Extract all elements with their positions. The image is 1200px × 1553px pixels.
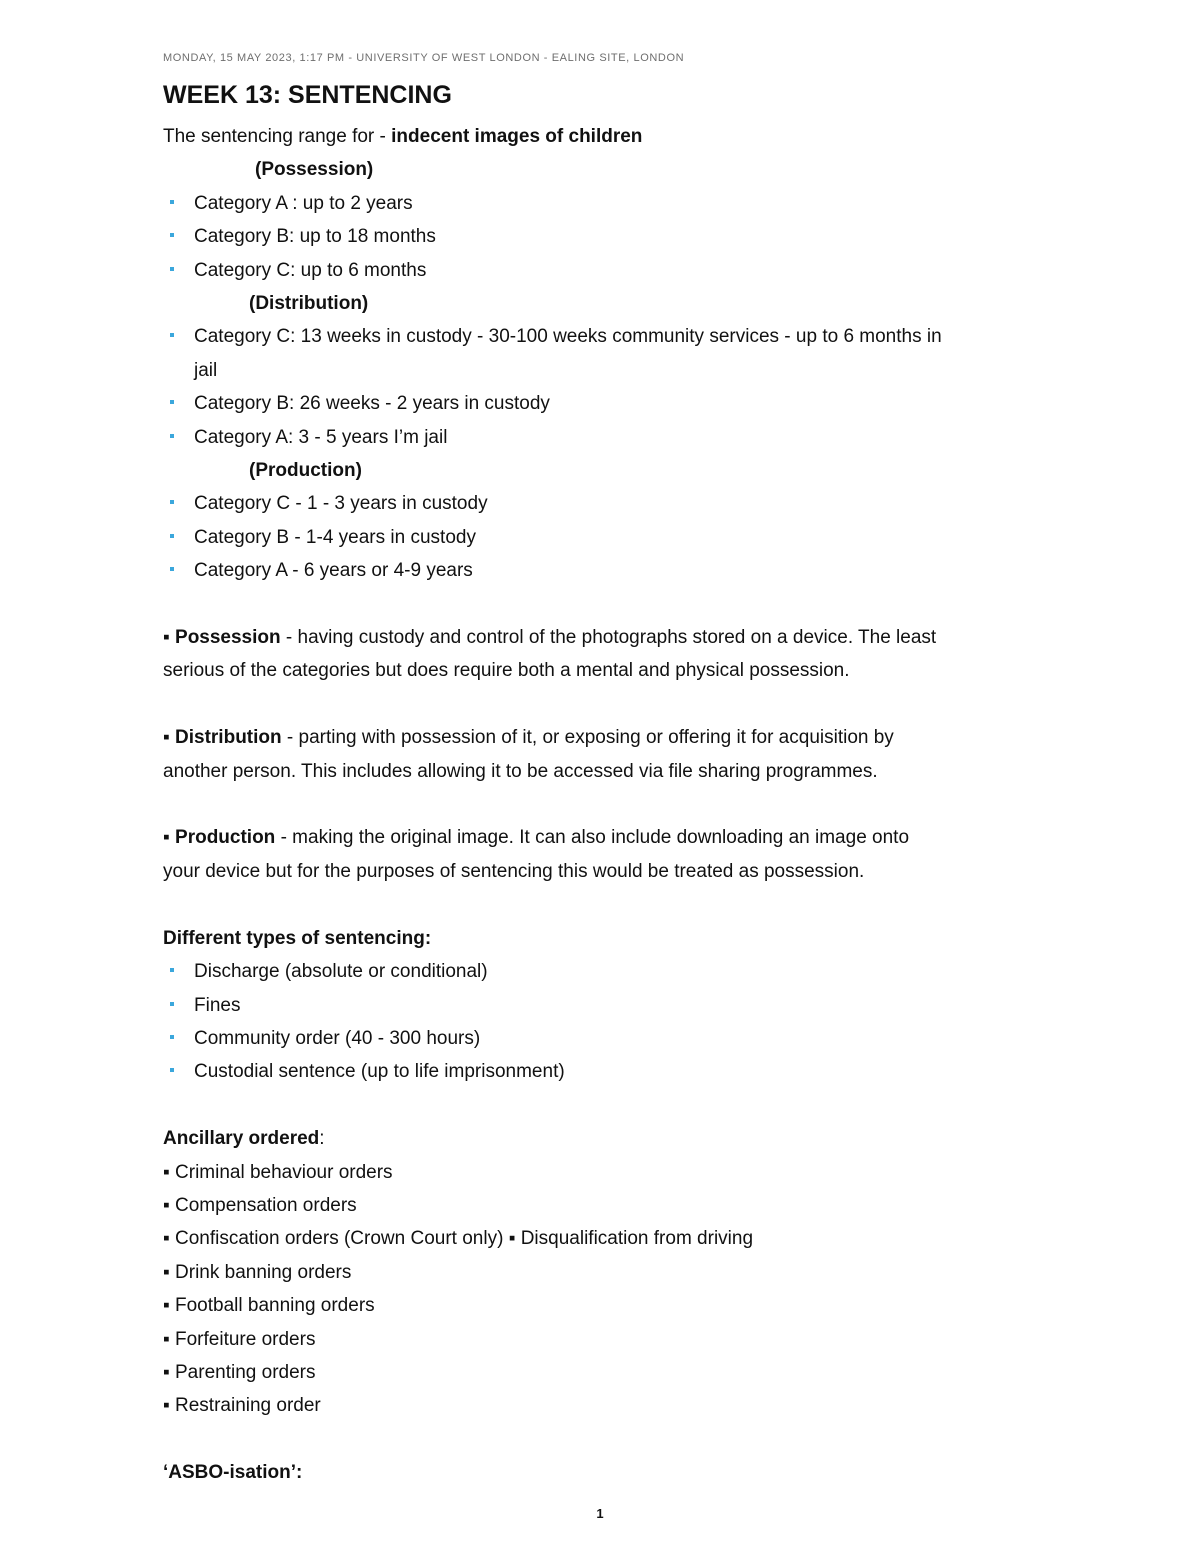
bullet-icon <box>170 500 174 504</box>
list-item-text: Community order (40 - 300 hours) <box>194 1027 481 1049</box>
bullet-icon <box>170 1002 174 1006</box>
types-heading: Different types of sentencing: <box>163 927 432 949</box>
definition-text: - having custody and control of the photographs stored on a device. The least <box>280 627 937 649</box>
list-item-text: Category A: 3 - 5 years I’m jail <box>194 426 448 448</box>
intro-line <box>163 120 1043 153</box>
list-item-text: Category A - 6 years or 4-9 years <box>194 560 473 582</box>
bullet-icon <box>170 1035 174 1039</box>
intro-bold: indecent images of children <box>391 126 643 147</box>
bullet-icon: ▪ <box>163 827 176 849</box>
document-body <box>163 80 1043 1490</box>
ancillary-heading-text: Ancillary ordered <box>163 1128 320 1150</box>
bullet-icon: ▪ <box>163 727 176 749</box>
page-number: 1 <box>596 1506 604 1521</box>
list-item <box>163 989 1043 1022</box>
list-item <box>163 1022 1043 1055</box>
definition-distribution <box>163 721 1043 754</box>
definition-production <box>163 821 1043 854</box>
list-item-text: Discharge (absolute or conditional) <box>194 961 488 983</box>
bullet-icon: ▪ <box>163 627 176 649</box>
list-item <box>163 320 1043 353</box>
bullet-icon <box>170 1068 174 1072</box>
definition-term: Production <box>175 827 276 849</box>
list-item-text: Category C: up to 6 months <box>194 259 427 281</box>
list-item: ▪ Criminal behaviour orders <box>163 1161 393 1183</box>
intro-text: The sentencing range for - <box>163 126 392 147</box>
bullet-icon <box>170 267 174 271</box>
list-item-text: Custodial sentence (up to life imprisonment) <box>194 1061 565 1083</box>
list-item: ▪ Parenting orders <box>163 1361 316 1383</box>
list-item <box>163 387 1043 420</box>
distribution-heading: (Distribution) <box>249 293 369 315</box>
list-item <box>163 254 1043 287</box>
bullet-icon <box>170 200 174 204</box>
list-item-text: jail <box>194 359 218 381</box>
ancillary-colon: : <box>319 1128 325 1150</box>
list-item: ▪ Compensation orders <box>163 1194 357 1216</box>
list-item: ▪ Drink banning orders <box>163 1261 352 1283</box>
definition-possession <box>163 621 1043 654</box>
list-item <box>163 187 1043 220</box>
definition-term: Possession <box>175 627 281 649</box>
list-item <box>163 487 1043 520</box>
list-item-text: Category B - 1-4 years in custody <box>194 526 476 548</box>
definition-term: Distribution <box>175 727 282 749</box>
list-item-text: Category B: up to 18 months <box>194 226 436 248</box>
definition-continuation: another person. This includes allowing it to be accessed via file sharing programmes. <box>163 760 878 782</box>
list-item-text: Category B: 26 weeks - 2 years in custody <box>194 393 550 415</box>
bullet-icon <box>170 434 174 438</box>
list-item: ▪ Confiscation orders (Crown Court only) ▪ Disqualification from driving <box>163 1228 754 1250</box>
production-heading: (Production) <box>249 460 362 482</box>
list-item-text: Category C - 1 - 3 years in custody <box>194 493 488 515</box>
list-item-text: Category A : up to 2 years <box>194 192 413 214</box>
list-item-continuation <box>163 354 1043 387</box>
bullet-icon <box>170 968 174 972</box>
list-item <box>163 220 1043 253</box>
bullet-icon <box>170 534 174 538</box>
definition-continuation: your device but for the purposes of sentencing this would be treated as possession. <box>163 860 865 882</box>
list-item-text: Category C: 13 weeks in custody - 30-100 weeks community services - up to 6 months in <box>194 326 942 348</box>
possession-heading: (Possession) <box>255 159 374 181</box>
list-item-text: Fines <box>194 994 241 1016</box>
asbo-heading: ‘ASBO-isation’: <box>163 1462 303 1484</box>
list-item <box>163 421 1043 454</box>
definition-continuation: serious of the categories but does require both a mental and physical possession. <box>163 660 850 682</box>
bullet-icon <box>170 233 174 237</box>
bullet-icon <box>170 333 174 337</box>
list-item: ▪ Forfeiture orders <box>163 1328 316 1350</box>
definition-text: - parting with possession of it, or exposing or offering it for acquisition by <box>281 727 894 749</box>
bullet-icon <box>170 400 174 404</box>
list-item: ▪ Football banning orders <box>163 1295 375 1317</box>
list-item: ▪ Restraining order <box>163 1395 321 1417</box>
definition-text: - making the original image. It can also include downloading an image onto <box>275 827 910 849</box>
list-item <box>163 554 1043 587</box>
list-item <box>163 955 1043 988</box>
ancillary-heading <box>163 1122 1043 1155</box>
list-item <box>163 521 1043 554</box>
bullet-icon <box>170 567 174 571</box>
list-item <box>163 1055 1043 1088</box>
page-header: MONDAY, 15 MAY 2023, 1:17 PM - UNIVERSITY OF WEST LONDON - EALING SITE, LONDON <box>163 52 685 64</box>
page-title: WEEK 13: SENTENCING <box>163 81 452 109</box>
